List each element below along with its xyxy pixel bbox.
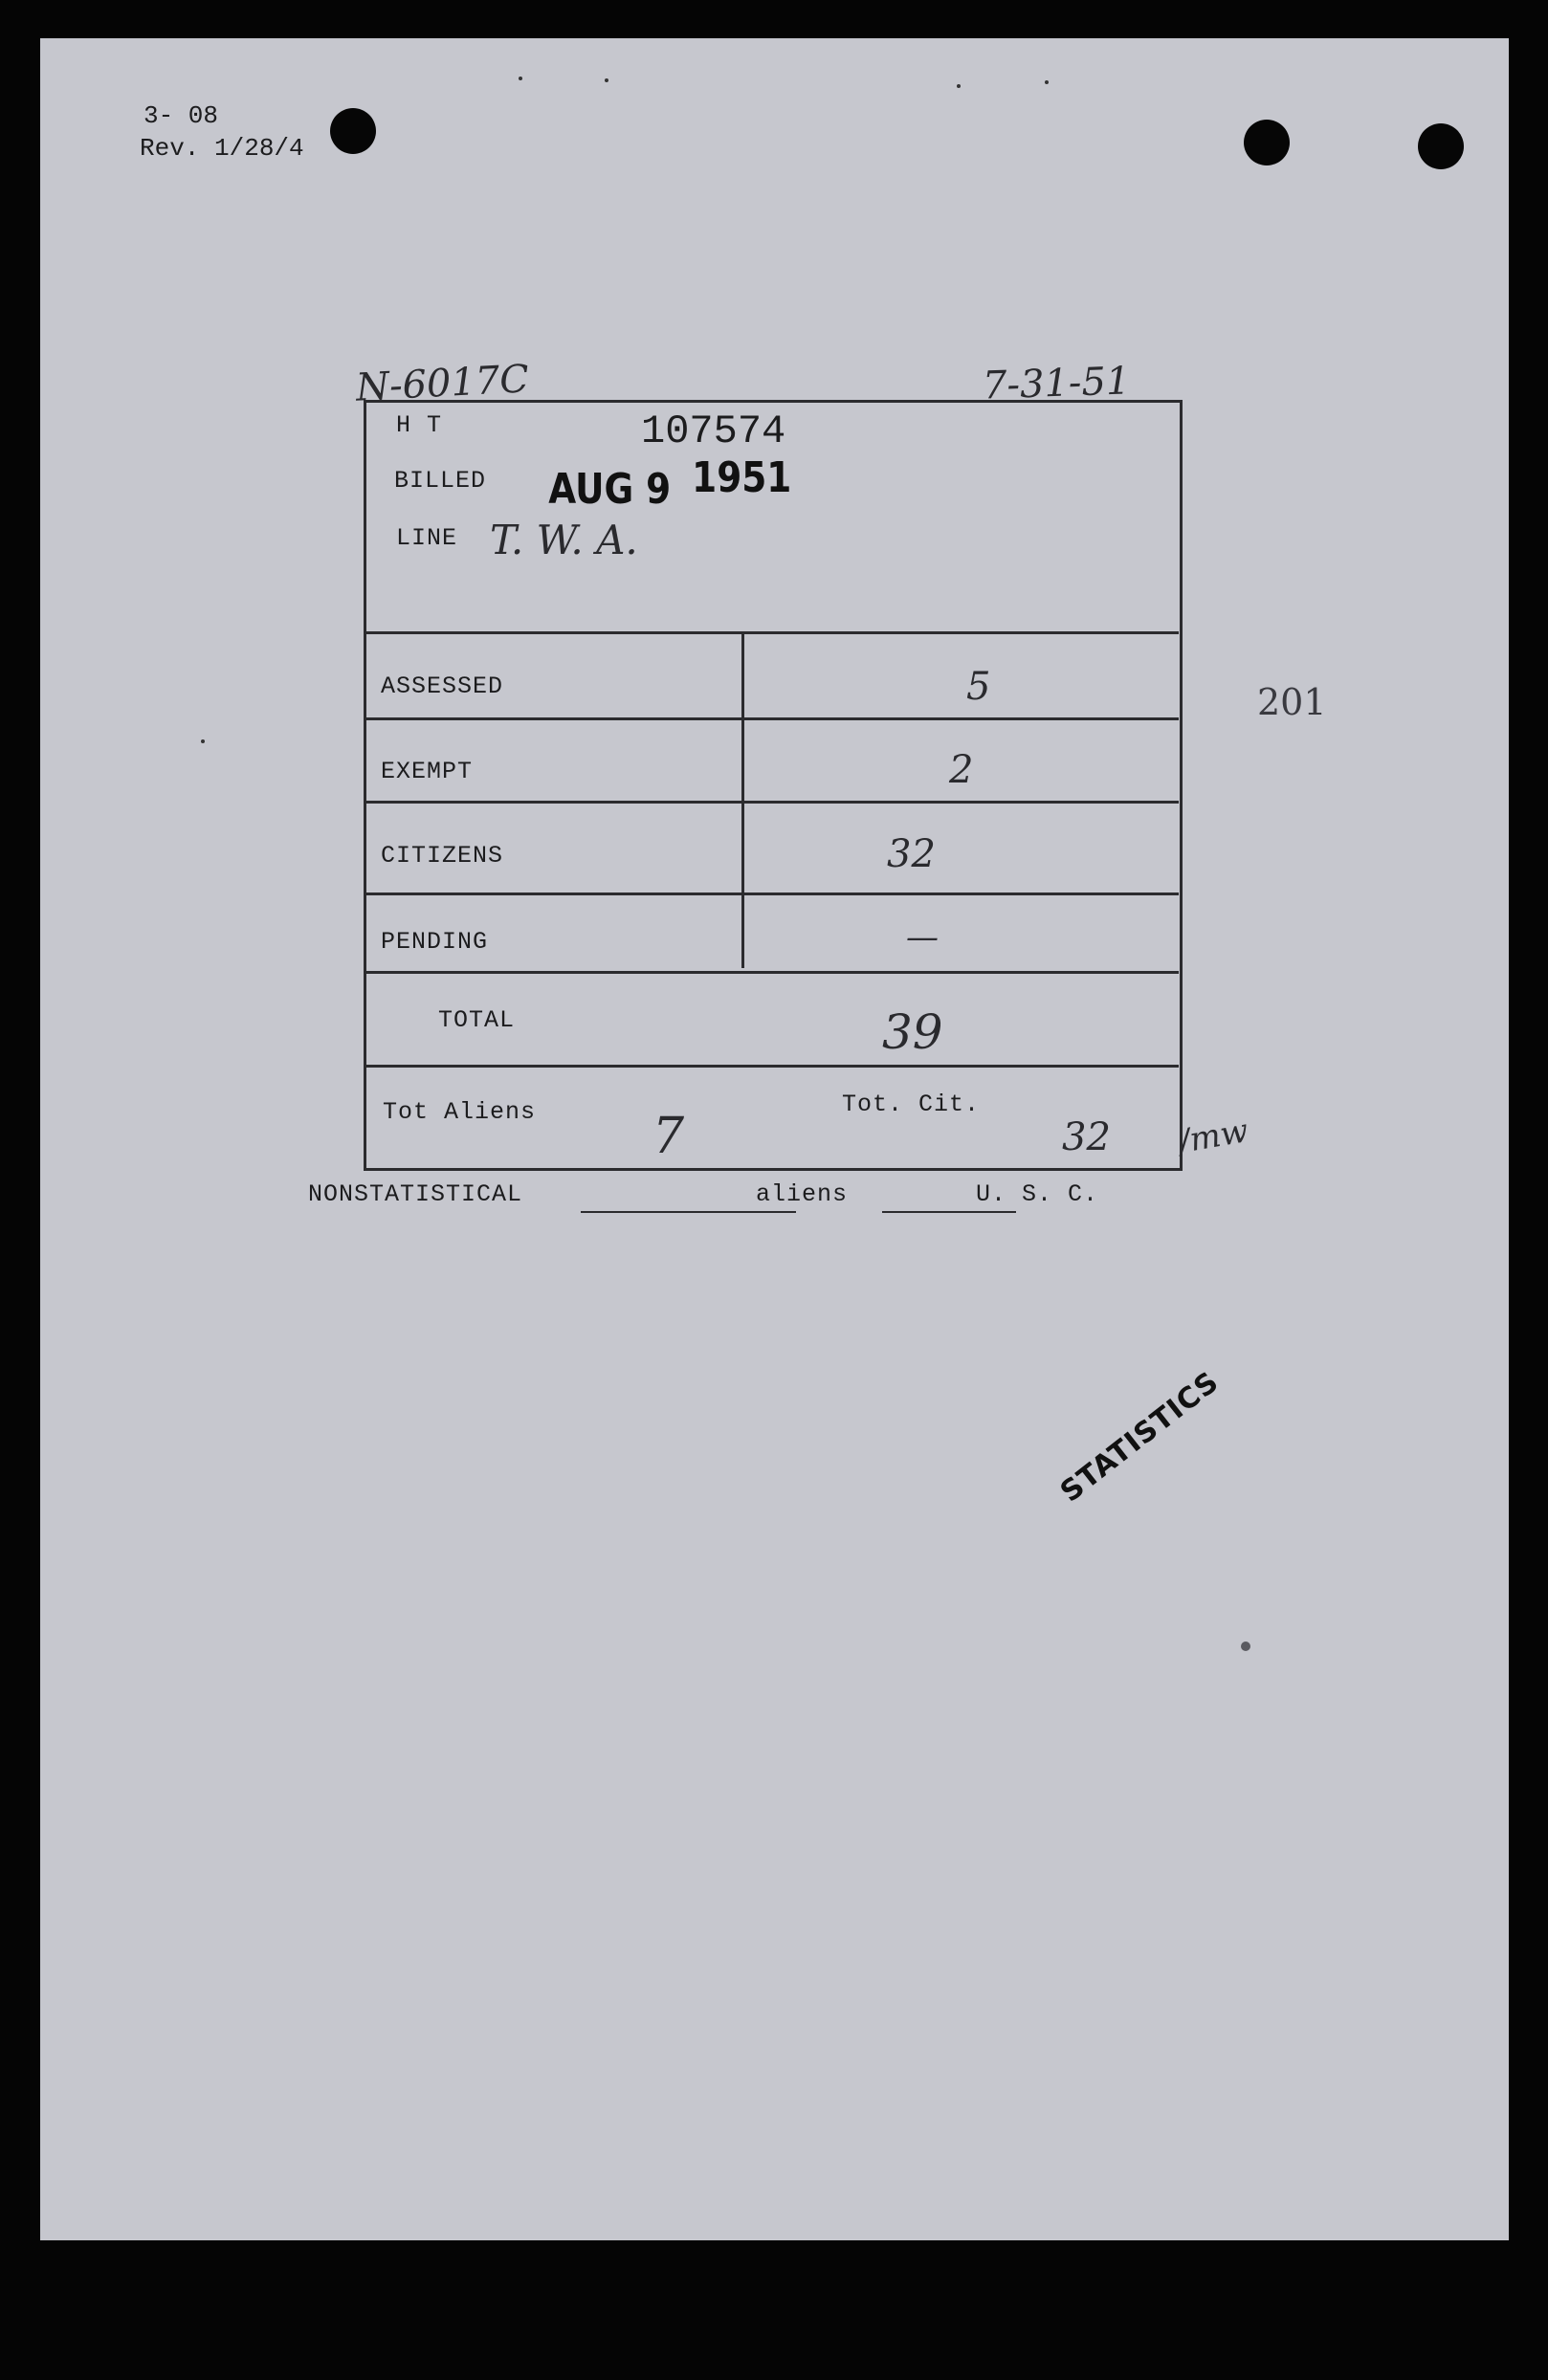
- total-aliens-value: 7: [652, 1108, 685, 1165]
- form-box: [364, 400, 1183, 1171]
- aliens-blank: [882, 1211, 1016, 1213]
- row-divider-4: [365, 971, 1179, 974]
- line-value: T. W. A.: [490, 517, 638, 563]
- registration-number: N-6017C: [354, 357, 531, 410]
- billed-stamp-year: 1951: [692, 453, 792, 502]
- speck: [605, 78, 608, 82]
- speck: [519, 77, 522, 80]
- punch-hole-left: [330, 108, 376, 154]
- ht-number: 107574: [641, 408, 786, 454]
- handwritten-date: 7-31-51: [982, 359, 1132, 408]
- billed-stamp-date: AUG 9: [548, 465, 672, 514]
- aliens-label: aliens: [756, 1180, 849, 1208]
- row-value-citizens: 32: [887, 832, 936, 876]
- row-divider-2: [365, 801, 1179, 804]
- row-value-pending: —: [906, 918, 939, 957]
- usc-label: U. S. C.: [976, 1180, 1099, 1208]
- row-value-exempt: 2: [949, 748, 974, 792]
- row-divider-3: [365, 892, 1179, 895]
- form-number: 3- 08: [144, 101, 219, 130]
- total-label: TOTAL: [438, 1006, 516, 1034]
- form-revision: Rev. 1/28/4: [140, 134, 304, 163]
- header-divider: [365, 631, 1179, 634]
- side-number: 201: [1257, 681, 1327, 723]
- punch-hole-right-1: [1244, 120, 1290, 165]
- billed-label: BILLED: [394, 467, 487, 495]
- speck: [957, 84, 961, 88]
- total-citizens-label: Tot. Cit.: [842, 1091, 981, 1118]
- nonstatistical-blank: [581, 1211, 796, 1213]
- line-label: LINE: [396, 524, 458, 552]
- row-label-pending: PENDING: [381, 928, 489, 956]
- statistics-stamp: STATISTICS: [1054, 1365, 1226, 1510]
- row-value-assessed: 5: [966, 665, 991, 709]
- speck: [1045, 80, 1049, 84]
- row-label-assessed: ASSESSED: [381, 672, 504, 700]
- row-divider-1: [365, 717, 1179, 720]
- row-label-citizens: CITIZENS: [381, 842, 504, 870]
- document-page: [40, 38, 1509, 2240]
- ht-label: H T: [396, 411, 443, 439]
- total-citizens-value: 32: [1062, 1115, 1111, 1159]
- initials: /mw: [1176, 1111, 1251, 1162]
- nonstatistical-label: NONSTATISTICAL: [308, 1180, 523, 1208]
- punch-hole-right-2: [1418, 123, 1464, 169]
- total-divider: [365, 1065, 1179, 1068]
- total-value: 39: [882, 1004, 943, 1060]
- speck: [201, 739, 205, 743]
- total-aliens-label: Tot Aliens: [383, 1098, 537, 1126]
- row-label-exempt: EXEMPT: [381, 758, 474, 785]
- speck: [1241, 1642, 1250, 1651]
